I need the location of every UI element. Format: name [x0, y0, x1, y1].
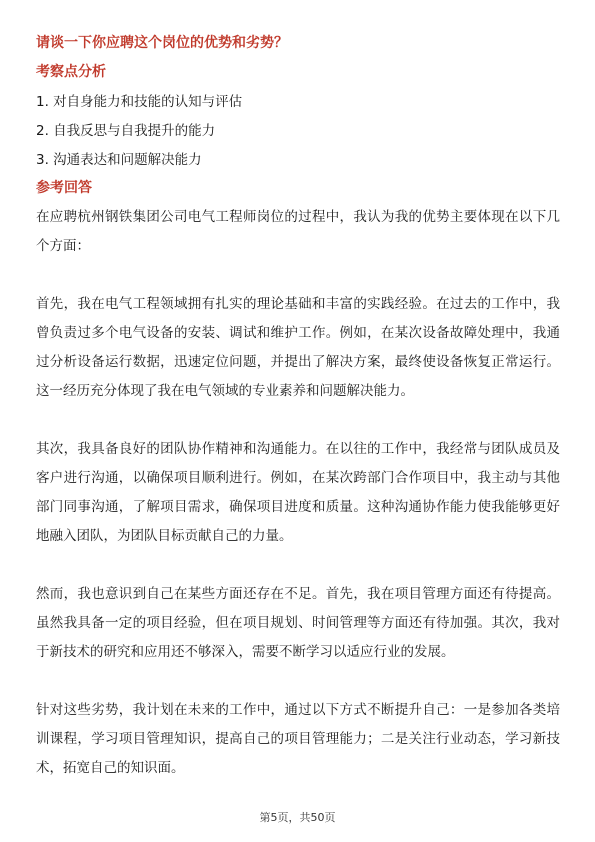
analysis-point: 2. 自我反思与自我提升的能力 — [36, 123, 216, 139]
question-title: 请谈一下你应聘这个岗位的优势和劣势？ — [36, 35, 288, 51]
answer-paragraph: 在应聘杭州钢铁集团公司电气工程师岗位的过程中，我认为我的优势主要体现在以下几个方面： — [36, 209, 560, 254]
answer-paragraph: 首先，我在电气工程领域拥有扎实的理论基础和丰富的实践经验。在过去的工作中，我曾负责过多个电气设备的安装、调试和维护工作。例如，在某次设备故障处理中，我通过分析设备运行数据，迅速定位问题，并提出了解决方案，最终使设备恢复正常运行。这一经历充分体现了我在电气领域的专业素养和问题解决能力。 — [36, 296, 560, 399]
analysis-point-list — [36, 88, 561, 175]
answer-paragraph: 针对这些劣势，我计划在未来的工作中，通过以下方式不断提升自己：一是参加各类培训课程，学习项目管理知识，提高自己的项目管理能力；二是关注行业动态，学习新技术，拓宽自己的知识面。 — [36, 702, 560, 776]
analysis-point: 1. 对自身能力和技能的认知与评估 — [36, 94, 243, 110]
analysis-heading: 考察点分析 — [36, 64, 106, 80]
page-number: 第5页，共50页 — [259, 811, 336, 824]
answer-paragraph: 然而，我也意识到自己在某些方面还存在不足。首先，我在项目管理方面还有待提高。虽然我具备一定的项目经验，但在项目规划、时间管理等方面还有待加强。其次，我对于新技术的研究和应用还不够深入，需要不断学习以适应行业的发展。 — [36, 586, 560, 660]
answer-heading: 参考回答 — [36, 180, 92, 196]
answer-paragraph: 其次，我具备良好的团队协作精神和沟通能力。在以往的工作中，我经常与团队成员及客户进行沟通，以确保项目顺利进行。例如，在某次跨部门合作项目中，我主动与其他部门同事沟通，了解项目需求，确保项目进度和质量。这种沟通协作能力使我能够更好地融入团队，为团队目标贡献自己的力量。 — [36, 441, 560, 544]
answer-body — [36, 203, 560, 812]
analysis-point: 3. 沟通表达和问题解决能力 — [36, 152, 202, 168]
